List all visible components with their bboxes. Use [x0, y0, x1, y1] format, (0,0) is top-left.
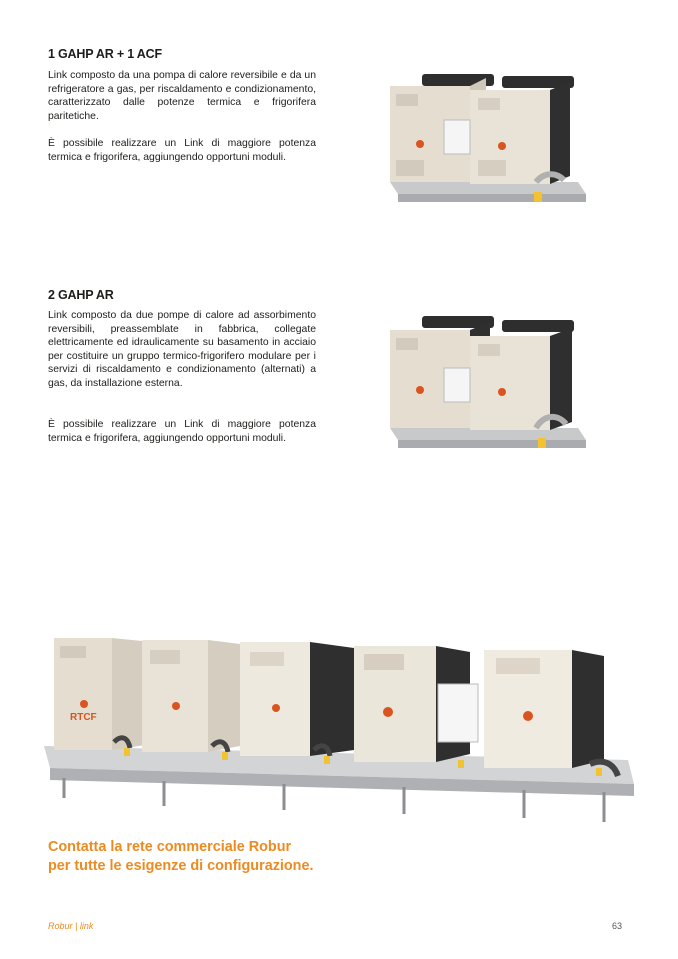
contact-cta-line-1: Contatta la rete commerciale Robur — [48, 839, 292, 855]
rtcf-label: RTCF — [70, 712, 97, 723]
section-1-title: 1 GAHP AR + 1 ACF — [48, 47, 162, 61]
section-2-description: Link composto da due pompe di calore ad assorbimento reversibili, preassemblate in fabbrica, collegate elettricamente ed idraulicamente su basamento in acciaio per costituire un gruppo termico-frigorifero modulare per i servizi di riscaldamento e condizionamento (alternati) a gas, da installazione esterna. — [48, 310, 316, 389]
multi-module-link-image — [44, 628, 634, 824]
page-number: 63 — [612, 921, 623, 931]
section-1-note: È possibile realizzare un Link di maggiore potenza termica e frigorifera, aggiungendo opportuni moduli. — [48, 138, 316, 163]
footer-brand: Robur | link — [48, 921, 94, 931]
section-1-description: Link composto da una pompa di calore reversibile e da un refrigeratore a gas, per riscaldamento e condizionamento, caratterizzato dalle potenze termica e frigorifera paritetiche. — [48, 70, 316, 122]
section-2-title: 2 GAHP AR — [48, 288, 114, 302]
contact-cta-line-2: per tutte le esigenze di configurazione. — [48, 858, 314, 874]
contact-cta — [48, 838, 313, 876]
section-2-note: È possibile realizzare un Link di maggiore potenza termica e frigorifera, aggiungendo opportuni moduli. — [48, 419, 316, 444]
two-gahp-ar-unit-image — [386, 310, 590, 462]
gahp-ar-acf-unit-image — [386, 64, 590, 216]
